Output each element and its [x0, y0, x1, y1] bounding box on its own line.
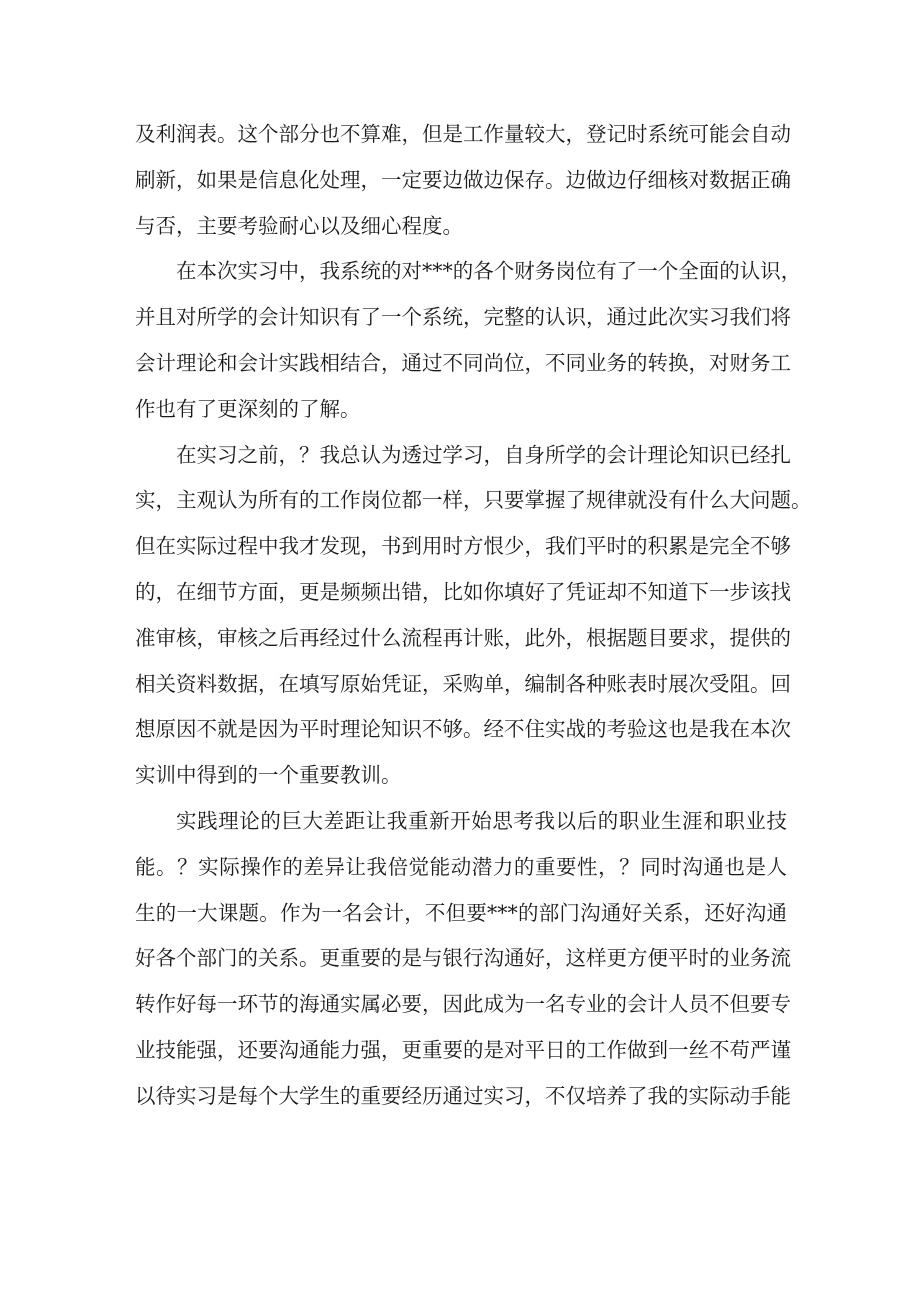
text-line: 会计理论和会计实践相结合，通过不同尚位，不同业务的转换，对财务工 — [135, 350, 791, 375]
text-line: 生的一大课题。作为一名会计，不但要***的部门沟通好关系，还好沟通 — [135, 900, 787, 925]
text-line: 在本次实习中，我系统的对***的各个财务岗位有了一个全面的认识， — [176, 259, 802, 284]
text-line: 业技能强，还要沟通能力强，更重要的是对平日的工作做到一丝不苟严谨 — [135, 1037, 791, 1062]
text-line: 能。？实际操作的差异让我倍觉能动潜力的重要性，？同时沟通也是人 — [135, 854, 787, 879]
document-page — [135, 112, 812, 1120]
text-line: 实训中得到的一个重要教训。 — [135, 763, 402, 788]
text-line: 准审核，审核之后再经过什么流程再计账，此外，根据题目要求，提供的 — [135, 625, 791, 650]
text-line: 相关资料数据，在填写原始凭证，采购单，编制各种账表时展次受阻。回 — [135, 671, 791, 696]
text-line: 转作好每一环节的海通实属必要，因此成为一名专业的会计人员不但要专 — [135, 992, 791, 1017]
paragraph-1 — [135, 112, 791, 249]
text-line: 实践理论的巨大差距让我重新开始思考我以后的职业生涯和职业技 — [176, 808, 787, 833]
text-line: 在实习之前，？我总认为透过学习，自身所学的会计理论知识已经扎 — [176, 442, 791, 467]
text-line: 的，在细节方面，更是频频出错，比如你填好了凭证却不知道下一步该找 — [135, 579, 791, 604]
paragraph-3 — [135, 433, 812, 799]
text-line: 与否，主要考验耐心以及细心程度。 — [135, 213, 463, 238]
text-line: 但在实际过程中我才发现，书到用时方恨少，我们平时的积累是完全不够 — [135, 534, 791, 559]
text-line: 并且对所学的会计知识有了一个系统，完整的认识，通过此次实习我们将 — [135, 305, 791, 330]
text-line: 想原因不就是因为平时理论知识不够。经不住实战的考验这也是我在本次 — [135, 717, 791, 742]
text-line: 刷新，如果是信息化处理，一定要边做边保存。边做边仔细核对数据正确 — [135, 167, 791, 192]
text-line: 作也有了更深刻的了解。 — [135, 396, 361, 421]
text-line: 实，主观认为所有的工作岗位都一样，只要掌握了规律就没有什么大问题。 — [135, 488, 812, 513]
text-line: 以待实习是每个大学生的重要经历通过实习，不仅培养了我的实际动手能 — [135, 1083, 791, 1108]
text-line: 好各个部门的关系。更重要的是与银行沟通好，这样更方便平时的业务流 — [135, 946, 791, 971]
paragraph-4 — [135, 799, 791, 1120]
paragraph-2 — [135, 249, 802, 432]
text-line: 及利润表。这个部分也不算难，但是工作量较大，登记时系统可能会自动 — [135, 122, 791, 146]
